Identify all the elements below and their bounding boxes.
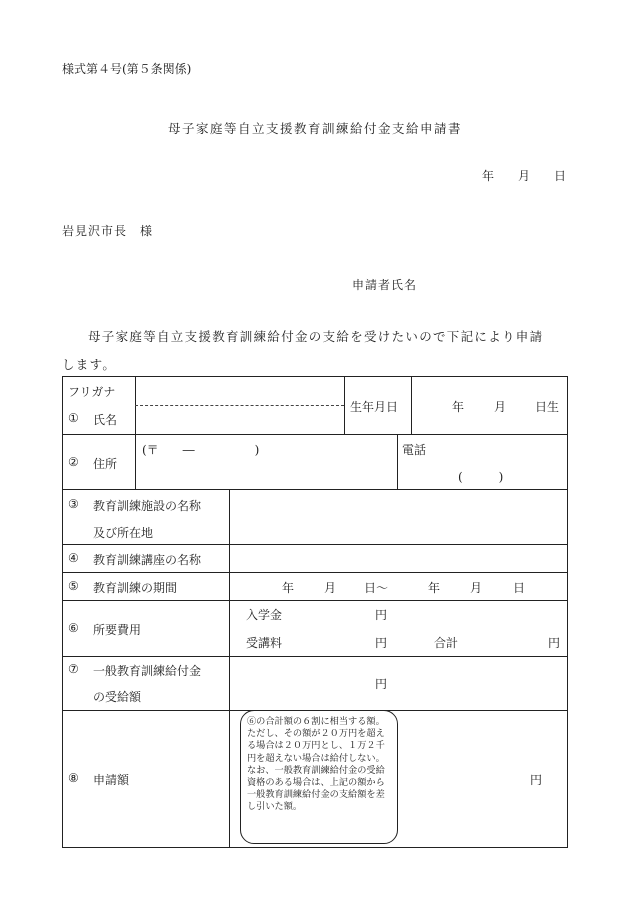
date-day: 日	[553, 169, 566, 183]
period-end-day: 日	[513, 581, 526, 595]
requested-amount-note: ⑥の合計額の６割に相当する額。ただし、その額が２０万円を超える場合は２０万円とし、１万２千円を超えない場合は給付しない。なお、一般教育訓練給付金の受給資格のある場合は、上記の額から一般教育訓練給付金の支給額を差し引いた額。	[240, 710, 398, 844]
period-start-month: 月	[324, 581, 337, 595]
phone-label: 電話	[402, 443, 427, 457]
birth-year: 年	[452, 400, 465, 414]
row-line-2	[62, 489, 568, 490]
table-border-top	[62, 376, 568, 377]
row4-number: ④	[68, 551, 79, 565]
required-cost-label: 所要費用	[93, 623, 142, 637]
col-line-rows38	[229, 489, 230, 847]
row8-number: ⑧	[68, 771, 79, 785]
admission-fee-label: 入学金	[246, 608, 283, 622]
birth-month: 月	[494, 400, 507, 414]
period-end-year: 年	[428, 581, 441, 595]
col-line-rows12	[135, 376, 136, 489]
admission-fee-yen: 円	[375, 608, 388, 622]
intro-line-2: します。	[62, 357, 117, 372]
period-start-year: 年	[282, 581, 295, 595]
addressee: 岩見沢市長 様	[62, 224, 154, 238]
total-yen: 円	[548, 636, 561, 650]
period-start-day: 日～	[364, 581, 389, 595]
furigana-label: フリガナ	[68, 385, 116, 399]
phone-area-code: ( )	[458, 470, 504, 484]
general-training-benefit-label: 一般教育訓練給付金	[93, 664, 202, 678]
facility-location-label: 及び所在地	[93, 526, 154, 540]
name-label: 氏名	[93, 413, 118, 427]
application-table	[62, 376, 568, 848]
applicant-name-label: 申請者氏名	[352, 278, 418, 292]
col-line-tel	[397, 434, 398, 489]
benefit-yen: 円	[375, 677, 388, 691]
training-period-label: 教育訓練の期間	[93, 581, 178, 595]
benefit-received-label: の受給額	[93, 690, 142, 704]
row5-number: ⑤	[68, 579, 79, 593]
furigana-dashed-line	[135, 405, 344, 406]
table-border-bottom	[62, 847, 568, 848]
row-line-6	[62, 656, 568, 657]
table-border-left	[62, 376, 63, 848]
row-line-3	[62, 544, 568, 545]
address-number: ②	[68, 455, 79, 469]
row6-number: ⑥	[68, 621, 79, 635]
training-facility-label: 教育訓練施設の名称	[93, 499, 202, 513]
birth-day: 日生	[535, 400, 560, 414]
course-name-label: 教育訓練講座の名称	[93, 553, 202, 567]
birthdate-label: 生年月日	[350, 400, 399, 414]
row3-number: ③	[68, 497, 79, 511]
form-number: 様式第４号(第５条関係)	[62, 62, 192, 76]
row-line-1	[62, 434, 568, 435]
date-year: 年	[481, 169, 494, 183]
row-line-5	[62, 600, 568, 601]
requested-amount-yen: 円	[530, 773, 543, 787]
tuition-yen: 円	[375, 636, 388, 650]
name-number: ①	[68, 411, 79, 425]
postal-code: (〒 ― )	[142, 443, 260, 457]
tuition-label: 受講料	[246, 636, 283, 650]
row7-number: ⑦	[68, 662, 79, 676]
requested-amount-label: 申請額	[93, 773, 130, 787]
period-end-month: 月	[470, 581, 483, 595]
col-line-birth-right	[411, 376, 412, 434]
date-line	[458, 167, 566, 184]
table-border-right	[567, 376, 568, 848]
date-month: 月	[517, 169, 530, 183]
intro-line-1: 母子家庭等自立支援教育訓練給付金の支給を受けたいので下記により申請	[88, 329, 544, 344]
address-label: 住所	[93, 457, 118, 471]
row-line-4	[62, 572, 568, 573]
col-line-birth-left	[344, 376, 345, 434]
total-label: 合計	[434, 636, 459, 650]
document-title: 母子家庭等自立支援教育訓練給付金支給申請書	[167, 121, 462, 136]
